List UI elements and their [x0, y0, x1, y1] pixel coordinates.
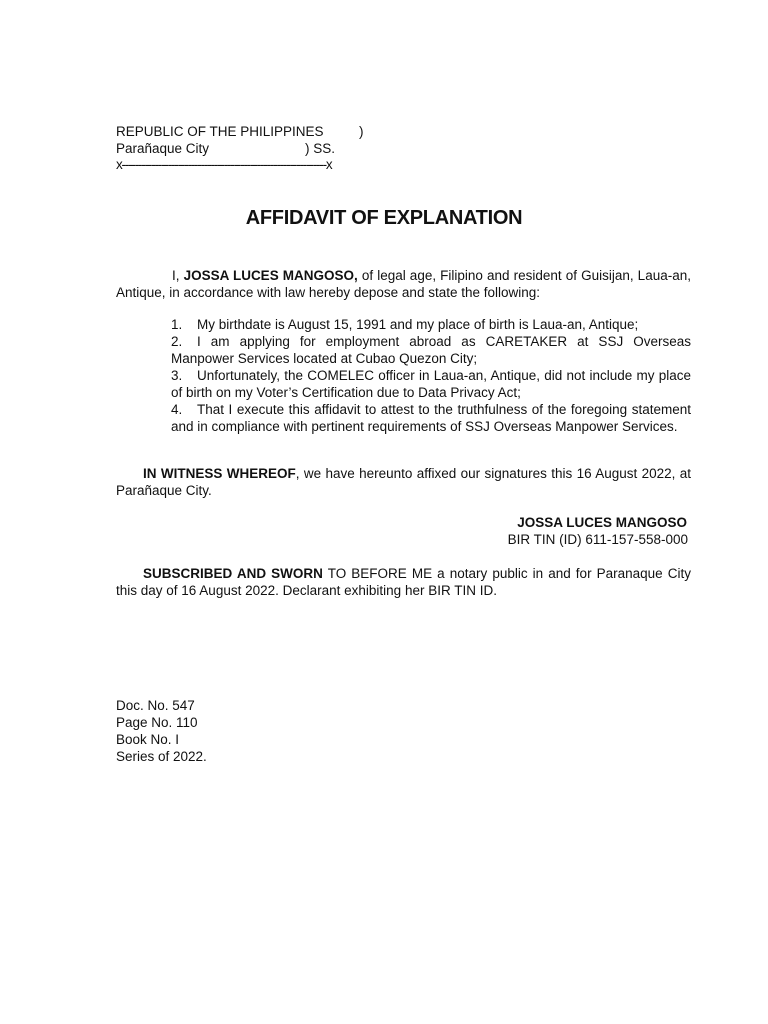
list-item: 2. I am applying for employment abroad as CARETAKER at SSJ Overseas Manpower Services located at Cubao Quezon City;: [171, 334, 691, 366]
list-item: 4. That I execute this affidavit to attest to the truthfulness of the foregoing statement and in compliance with pertinent requirements of SSJ Overseas Manpower Services.: [171, 402, 691, 434]
caption-divider: x--------------------------------------------------------------x: [116, 157, 332, 172]
witness-text: , we have hereunto affixed our signatures this 16 August 2022, at Parañaque City.: [116, 466, 692, 498]
notarial-doc-no: Doc. No. 547: [116, 698, 195, 713]
signatory-name: JOSSA LUCES MANGOSO: [517, 515, 687, 530]
notarial-series: Series of 2022.: [116, 749, 207, 764]
intro-paragraph: [116, 267, 691, 301]
jurat-paragraph: [116, 565, 691, 599]
document-title: AFFIDAVIT OF EXPLANATION: [245, 207, 523, 229]
affiant-name: JOSSA LUCES MANGOSO,: [183, 268, 358, 283]
list-item: 1. My birthdate is August 15, 1991 and my place of birth is Laua-an, Antique;: [171, 317, 639, 332]
caption-city: Parañaque City: [116, 141, 210, 156]
statement-list: [171, 316, 691, 435]
jurat-text: TO BEFORE ME a notary public in and for Paranaque City this day of 16 August 2022. Declarant exhibiting her BIR TIN ID.: [116, 566, 691, 598]
notarial-book-no: Book No. I: [116, 732, 180, 747]
caption-ss: ) SS.: [305, 141, 336, 156]
signatory-tin: BIR TIN (ID) 611-157-558-000: [507, 532, 688, 547]
list-item: 3. Unfortunately, the COMELEC officer in Laua-an, Antique, did not include my place of birth on my Voter’s Certification due to Data Privacy Act;: [171, 368, 691, 400]
intro-text: of legal age, Filipino and resident of Guisijan, Laua-an, Antique, in accordance with law hereby depose and state the following:: [116, 268, 691, 300]
caption-republic: REPUBLIC OF THE PHILIPPINES: [116, 124, 324, 139]
witness-lead: IN WITNESS WHEREOF: [143, 466, 296, 481]
jurat-lead: SUBSCRIBED AND SWORN: [143, 566, 323, 581]
caption-paren: ): [359, 124, 364, 139]
intro-prefix: I,: [172, 268, 184, 283]
witness-paragraph: [116, 465, 691, 499]
notarial-page-no: Page No. 110: [116, 715, 198, 730]
